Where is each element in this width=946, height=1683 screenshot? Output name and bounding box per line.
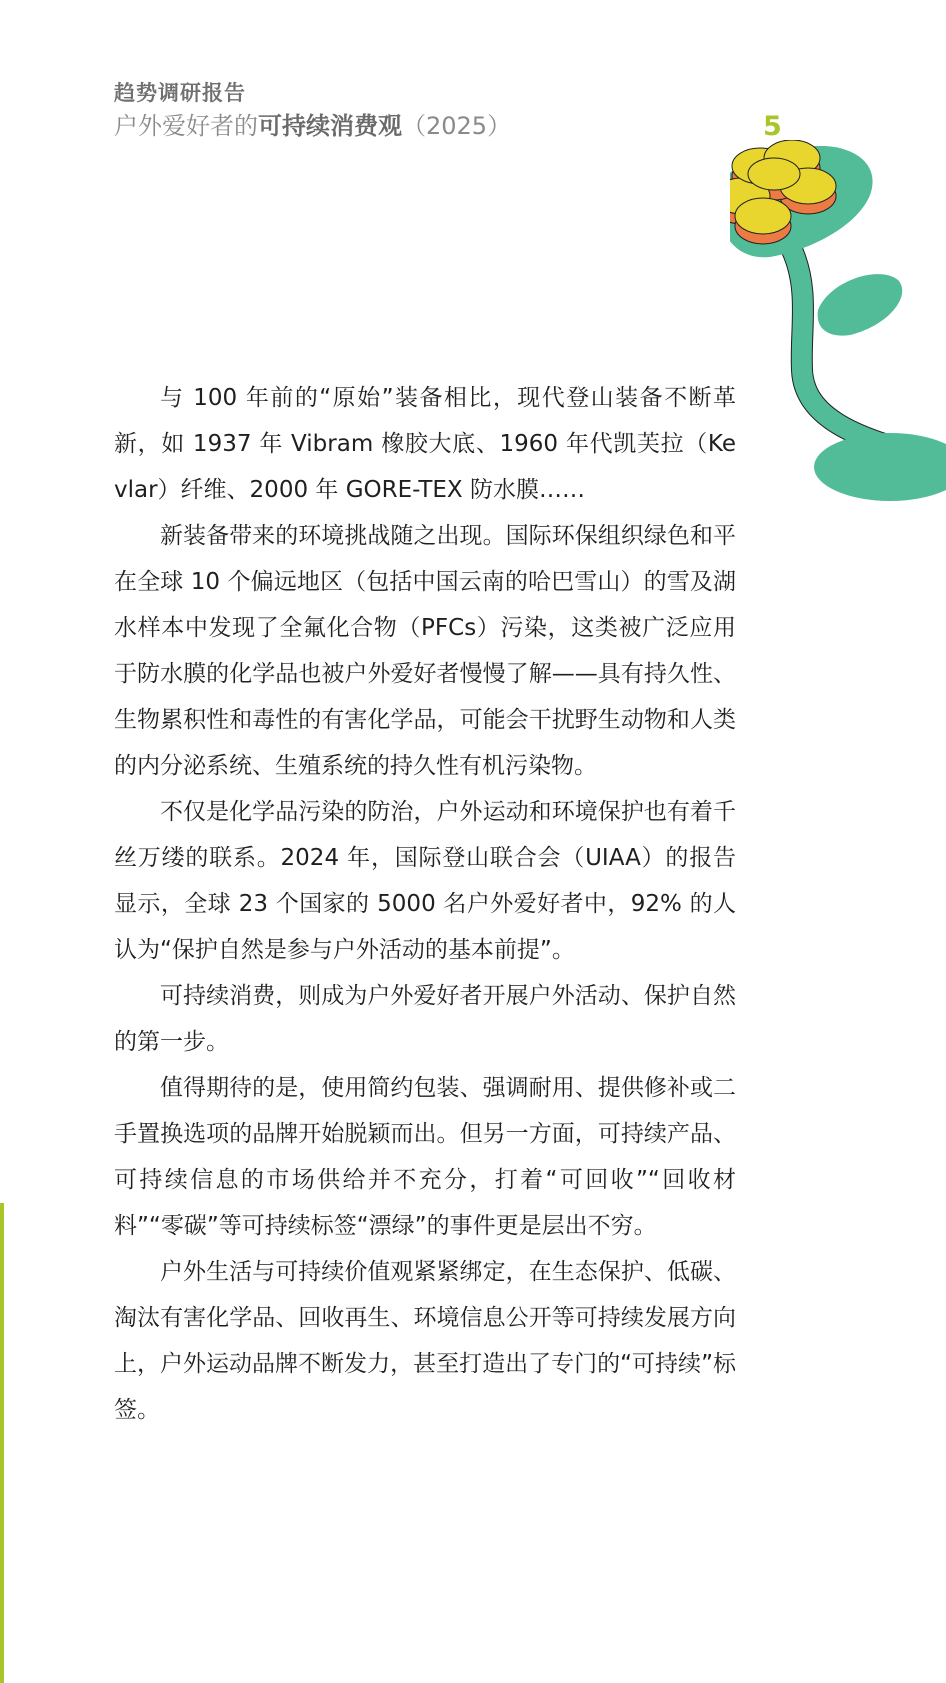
paragraph: 值得期待的是，使用简约包装、强调耐用、提供修补或二手置换选项的品牌开始脱颖而出。但另一方面，可持续产品、可持续信息的市场供给并不充分，打着“可回收”“回收材料”“零碳”等可持续标签“漂绿”的事件更是层出不穷。 — [114, 1075, 736, 1239]
page-number: 5 — [763, 111, 782, 142]
title-bold: 可持续消费观 — [258, 112, 402, 140]
title-suffix: （2025） — [402, 112, 512, 140]
paragraph: 户外生活与可持续价值观紧紧绑定，在生态保护、低碳、淘汰有害化学品、回收再生、环境信息公开等可持续发展方向上，户外运动品牌不断发力，甚至打造出了专门的“可持续”标签。 — [114, 1259, 736, 1423]
paragraph: 可持续消费，则成为户外爱好者开展户外活动、保护自然的第一步。 — [114, 983, 736, 1055]
title-prefix: 户外爱好者的 — [114, 112, 258, 140]
report-title — [114, 108, 674, 144]
article-body — [114, 375, 736, 1433]
accent-bar — [0, 1203, 4, 1683]
paragraph: 新装备带来的环境挑战随之出现。国际环保组织绿色和平在全球 10 个偏远地区（包括中国云南的哈巴雪山）的雪及湖水样本中发现了全氟化合物（PFCs）污染，这类被广泛应用于防水膜的化学品也被户外爱好者慢慢了解——具有持久性、生物累积性和毒性的有害化学品，可能会干扰野生动物和人类的内分泌系统、生殖系统的持久性有机污染物。 — [114, 523, 736, 779]
paragraph: 与 100 年前的“原始”装备相比，现代登山装备不断革新，如 1937 年 Vibram 橡胶大底、1960 年代凯芙拉（Kevlar）纤维、2000 年 GORE-TEX 防水膜…… — [114, 385, 736, 503]
paragraph: 不仅是化学品污染的防治，户外运动和环境保护也有着千丝万缕的联系。2024 年，国际登山联合会（UIAA）的报告显示，全球 23 个国家的 5000 名户外爱好者中，92% 的人认为“保护自然是参与户外活动的基本前提”。 — [114, 799, 736, 963]
page-header — [114, 78, 674, 144]
flower-icon — [730, 140, 946, 510]
report-label: 趋势调研报告 — [114, 81, 246, 105]
